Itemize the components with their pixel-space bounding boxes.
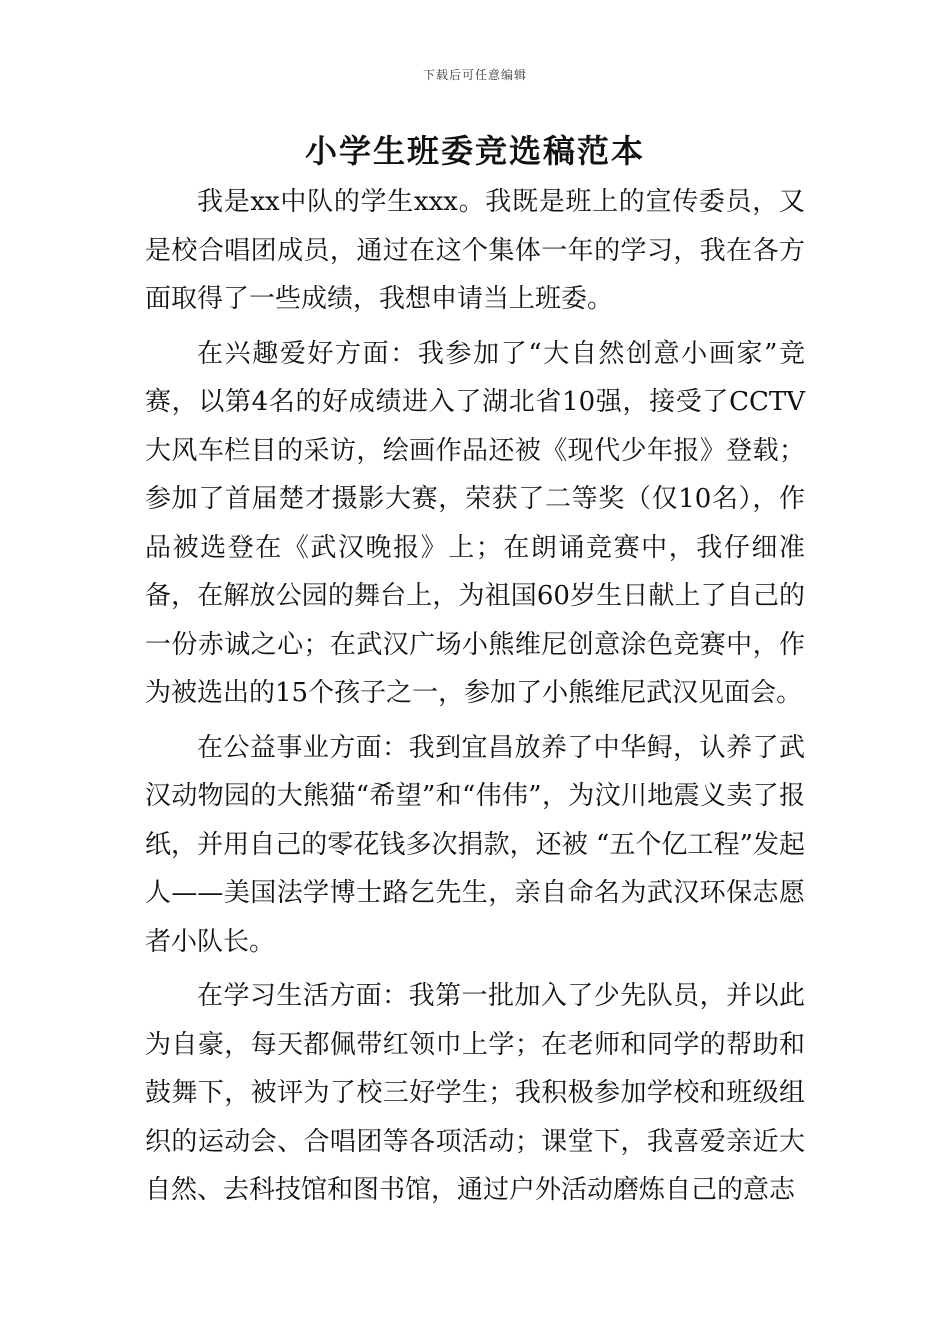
- paragraph-intro: 我是xx中队的学生xxx。我既是班上的宣传委员，又是校合唱团成员，通过在这个集体一年的学习，我在各方面取得了一些成绩，我想申请当上班委。: [145, 187, 805, 314]
- paragraph-study-life: 在学习生活方面：我第一批加入了少先队员，并以此为自豪，每天都佩带红领巾上学；在老师和同学的帮助和鼓舞下，被评为了校三好学生；我积极参加学校和班级组织的运动会、合唱团等各项活动；课堂下，我喜爱亲近大自然、去科技馆和图书馆，通过户外活动磨炼自己的意志: [145, 981, 805, 1205]
- document-body: [145, 178, 805, 1215]
- header-note: 下载后可任意编辑: [422, 68, 527, 82]
- paragraph-public-welfare: 在公益事业方面：我到宜昌放养了中华鲟，认养了武汉动物园的大熊猫“希望”和“伟伟”，为汶川地震义卖了报纸，并用自己的零花钱多次捐款，还被 “五个亿工程”发起人——美国法学博士路乞先生，亲自命名为武汉环保志愿者小队长。: [145, 732, 805, 957]
- document-title: 小学生班委竞选稿范本: [304, 132, 645, 170]
- paragraph-hobbies: 在兴趣爱好方面：我参加了“大自然创意小画家”竞赛，以第4名的好成绩进入了湖北省10强，接受了CCTV大风车栏目的采访，绘画作品还被《现代少年报》登载；参加了首届楚才摄影大赛，荣获了二等奖（仅10名），作品被选登在《武汉晚报》上；在朗诵竞赛中，我仔细准备，在解放公园的舞台上，为祖国60岁生日献上了自己的一份赤诚之心；在武汉广场小熊维尼创意涂色竞赛中，作为被选出的15个孩子之一，参加了小熊维尼武汉见面会。: [145, 338, 805, 708]
